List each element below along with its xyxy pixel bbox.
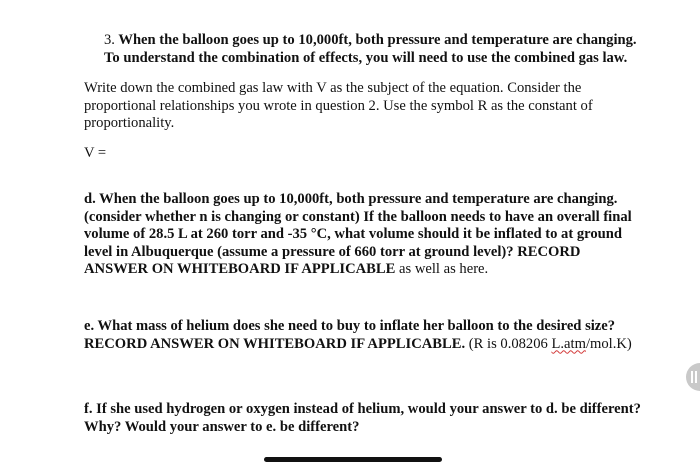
- question-f-line-2: Why? Would your answer to e. be different?: [84, 418, 360, 435]
- question-3-line-1: 3. When the balloon goes up to 10,000ft, both pressure and temperature are changing.: [104, 32, 637, 48]
- question-d-line-3: volume of 28.5 L at 260 torr and -35 °C, what volume should it be inflated to at ground: [84, 226, 623, 243]
- question-d-line-5: ANSWER ON WHITEBOARD IF APPLICABLE as well as here.: [84, 261, 489, 278]
- question-d: [84, 191, 644, 279]
- equation-label: V =: [84, 145, 107, 161]
- question-3-number: 3.: [104, 32, 115, 48]
- home-indicator[interactable]: [264, 457, 442, 462]
- question-e-line-1: e. What mass of helium does she need to buy to inflate her balloon to the desired size?: [84, 318, 616, 334]
- question-e: [84, 318, 644, 353]
- question-f: [84, 401, 644, 436]
- instruction-line-1: Write down the combined gas law with V as the subject of the equation. Consider the: [84, 80, 582, 96]
- instruction-line-3: proportionality.: [84, 115, 175, 132]
- instruction-paragraph: [84, 80, 644, 133]
- question-d-line-1: d. When the balloon goes up to 10,000ft, both pressure and temperature are changing.: [84, 191, 618, 207]
- question-3-line-2: To understand the combination of effects, you will need to use the combined gas law.: [104, 49, 628, 66]
- question-e-line-2: RECORD ANSWER ON WHITEBOARD IF APPLICABLE. (R is 0.08206 L.atm/mol.K): [84, 335, 632, 352]
- question-3: [84, 32, 644, 67]
- question-d-line-4: level in Albuquerque (assume a pressure of 660 torr at ground level)? RECORD: [84, 243, 581, 260]
- instruction-line-2: proportional relationships you wrote in question 2. Use the symbol R as the constant of: [84, 97, 593, 114]
- spellcheck-underlined-unit: L.atm: [551, 335, 586, 352]
- question-f-line-1: f. If she used hydrogen or oxygen instead of helium, would your answer to d. be different?: [84, 401, 641, 417]
- scroll-handle-icon[interactable]: [686, 363, 700, 391]
- question-d-line-2: (consider whether n is changing or constant) If the balloon needs to have an overall final: [84, 208, 632, 225]
